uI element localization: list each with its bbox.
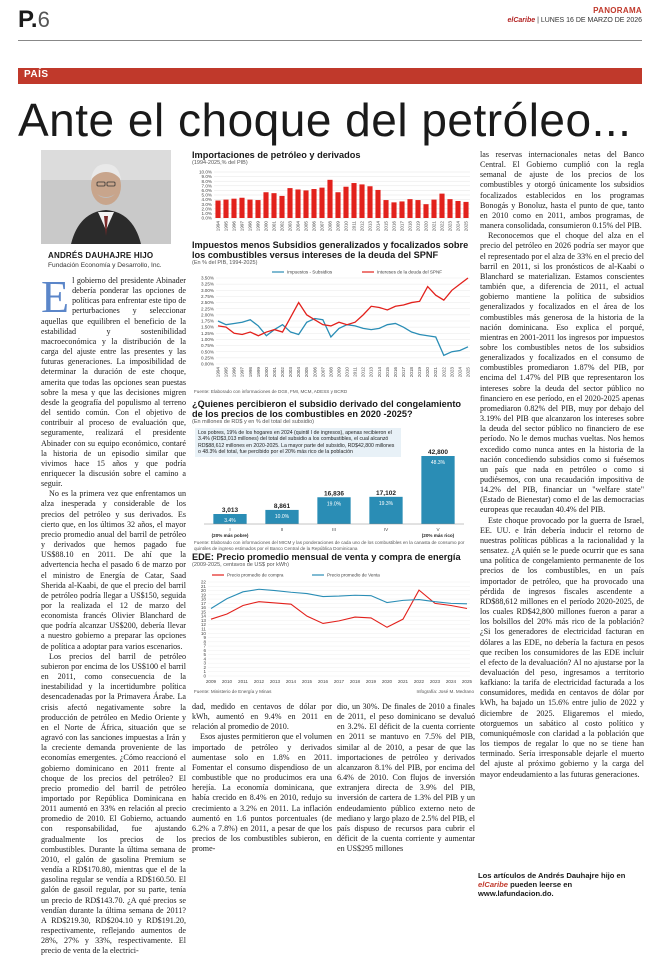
x-tick-label: 2017 (333, 679, 345, 684)
x-tick-label: 2008 (327, 221, 333, 232)
x-tick-label: 1995 (223, 367, 229, 378)
bar (295, 189, 300, 218)
y-tick-label: 1.0% (201, 211, 212, 216)
y-tick-label: 0.75% (200, 343, 214, 349)
bar (407, 199, 412, 218)
author-name: ANDRÉS DAUHAJRE HIJO (48, 251, 154, 260)
x-tick-label: 2013 (269, 679, 281, 684)
y-tick-label: 2.00% (200, 312, 214, 318)
y-tick-label: 2.0% (201, 206, 212, 212)
y-tick-label: 10 (200, 630, 206, 636)
x-tick-label: 2011 (352, 367, 358, 377)
bar (319, 188, 324, 218)
x-tick-label: 2023 (429, 679, 441, 684)
paragraph: Este choque provocado por la guerra de Israel, EE. UU. e Irán debería inducir el retorno de nuestras políticas públicas a la racionalidad y la sensatez. ¿A quién se le puede ocurrir que es sana una política de congelamiento permanente de los precios de los combustibles, en un país importador de petróleo, que ha provocado una pérdida de ingresos fiscales ascendente a RD$88,612 millones en el período 2020-2025, de los cuales RD$42,800 millones fueron a parar a los bolsillos del 20% más rico de la población? ¿Si los generadores de electricidad facturan en dólares a las EDE, no debería la factura en pesos que reciben los consumidores de las EDE incluir el efecto de la devaluación? Al no ajustarse por la devaluación del peso, ingresamos a territorio kafkiano: la tarifa de electricidad facturada a los consumidores, medida en centavos de dólar por kWh, ha bajado un 15.6% entre julio de 2022 y diciembre de 2025. Eligaremos el miedo, otorguemos un sabático al costo político y comuniquémosle con claridad a la población que los tiempos de regalar lo que no se tiene han terminado. Sería irresponsable dejarle el muerto del ajuste al próximo gobierno y la carga del mayor endeudamiento a las futuras generaciones. (480, 515, 644, 779)
chart-subtitle: (1994-2025,% del PIB) (192, 160, 248, 166)
y-tick-label: 1.00% (200, 337, 214, 343)
bar (255, 200, 260, 218)
x-tick-label: II (280, 527, 284, 532)
share-label: 19.0% (326, 501, 342, 508)
y-tick-label: 19 (200, 592, 206, 598)
y-tick-label: 2.50% (200, 300, 214, 306)
y-tick-label: 2.75% (200, 294, 214, 300)
x-tick-label: 2014 (375, 221, 381, 232)
paragraph: Esos ajustes permitieron que el volumen importado de petróleo y derivados aumentase solo en 1.8% en 2011. Fomentar el consumo dispendioso de un combustible que no producimos era una herejía. La economía dominicana, que había crecido en 8.4% en 2010, redujo su crecimiento a 3.2% en 2011. La inflación aumentó en 1.6 puntos porcentuales (de 6.2% a 7.8%) en 2011, a pesar de que los precios de los combustibles subieron, en prome- (192, 732, 332, 854)
paragraph: No es la primera vez que enfrentamos un alza inesperada y considerable de los precios del petróleo y sus derivados. Es cierto que, en los últimos 32 años, el mayor precio promedio anual del barril de petróleo y derivados que hemos pagado fue US$88.10 en 2011. De ahí que la advertencia hecha el pasado 6 de marzo por el ministro de Energía de Catar, Saad Sherida al-Kaabi, de que el precio del barril de petróleo podría llegar a US$150, seguida por la realizada el 12 de marzo del economista francés Olivier Blanchard de que podría alcanzar US$200, debería llevar a nuestro gobierno a preparar las opciones de política a adoptar para varios escenarios. (41, 489, 186, 651)
x-tick-label: 2019 (415, 221, 421, 232)
chart-imports (192, 150, 474, 166)
masthead-info: PANORAMA elCaribe | LUNES 16 DE MARZO DE 2026 (507, 6, 642, 24)
chart-ede (192, 552, 474, 568)
section-label: PAÍS (24, 69, 49, 80)
data-label: 16,836 (324, 490, 344, 498)
bar (439, 194, 444, 218)
bar (327, 180, 332, 218)
data-label: 8,861 (273, 502, 291, 510)
headline: Ante el choque del petróleo... (18, 94, 632, 146)
x-tick-label: 2023 (449, 367, 455, 378)
x-tick-label: 2020 (381, 679, 393, 684)
y-tick-label: 14 (200, 613, 206, 619)
bar (359, 184, 364, 218)
share-label: 3.4% (224, 518, 236, 524)
chart-title: Importaciones de petróleo y derivados (192, 150, 361, 160)
x-tick-label: 2004 (295, 221, 301, 232)
page-number: P.6 (18, 6, 50, 33)
y-tick-label: 7 (203, 643, 206, 649)
bar (239, 198, 244, 218)
chart-subsidy (192, 399, 474, 425)
data-label: 3,013 (221, 507, 239, 514)
x-tick-label: 2017 (399, 221, 405, 232)
x-tick-label: 2020 (425, 367, 431, 378)
bar-chart-subsidy (192, 450, 474, 540)
y-tick-label: 17 (200, 600, 206, 606)
x-tick-label: 2001 (271, 367, 277, 378)
x-tick-label: 2016 (317, 679, 329, 684)
bar (351, 183, 356, 218)
article-column-1 (41, 271, 186, 956)
y-tick-label: 1.50% (200, 324, 214, 330)
x-tick-label: 2018 (349, 679, 361, 684)
x-tick-label: 1998 (247, 367, 253, 378)
y-tick-label: 5.0% (201, 192, 212, 198)
x-tick-label: III (332, 527, 336, 532)
bar-chart-imports (192, 168, 474, 238)
legend-label: Intereses de la deuda del SPNF (377, 269, 443, 275)
y-tick-label: 0.0% (201, 215, 212, 221)
x-tick-label: 2011 (238, 679, 248, 684)
x-tick-label: 2002 (280, 367, 286, 378)
x-tick-label: 2000 (263, 367, 269, 378)
x-tick-label: 2016 (392, 367, 398, 378)
share-label: 19.3% (378, 500, 394, 507)
x-tick-label: V (436, 527, 440, 532)
y-tick-label: 6 (203, 647, 206, 653)
x-tick-label: 2007 (319, 221, 325, 232)
y-tick-label: 13 (200, 617, 206, 623)
y-tick-label: 7.0% (201, 183, 212, 189)
x-tick-label: 2024 (445, 679, 457, 684)
x-tick-label: 2014 (376, 367, 382, 378)
data-label: 42,800 (428, 449, 448, 456)
y-tick-label: 0.00% (200, 361, 214, 367)
category-note: (20% más rico) (421, 533, 455, 538)
x-tick-label: 1999 (255, 367, 261, 378)
x-tick-label: 2024 (455, 221, 461, 232)
y-tick-label: 4.0% (201, 197, 212, 203)
x-tick-label: 2009 (205, 679, 217, 684)
bar (421, 456, 454, 524)
paragraph: l gobierno del presidente Abinader debería ponderar las opciones de políticas para enfrentar este tipo de perturbaciones y seleccionar aquellas que equilibren el beneficio de la estabilidad y sostenibilidad macroeconómica y la distribución de la carga del ajuste entre las presentes y las futuras generaciones. La imposibilidad de determinar la duración de este choque, amerita que todas las opciones sean puestas sobre la mesa y que las decisiones migren desde la geografía del populismo al terreno del sentido común. Con el objetivo de contribuir al proceso de evaluación que, seguramente, realizará el presidente Abinader con su equipo económico, contaré la historia de un episodio similar que vivimos hace 15 años y que podría enriquecer la discusión sobre el camino a seguir. (41, 276, 186, 489)
bar (415, 200, 420, 218)
bar (215, 201, 220, 218)
y-tick-label: 0.25% (200, 355, 214, 361)
x-tick-label: 2006 (312, 367, 318, 378)
bar (311, 189, 316, 218)
x-tick-label: 2019 (417, 367, 423, 378)
x-tick-label: 2010 (343, 221, 349, 232)
x-tick-label: 2000 (263, 221, 269, 232)
chart-credit: Infografía: José M. Medrano (416, 689, 474, 694)
x-tick-label: 2012 (253, 679, 265, 684)
paragraph: dio, un 30%. De finales de 2010 a finales de 2011, el peso dominicano se devaluó en 3.2%. El déficit de la cuenta corriente en 2011 se mantuvo en 7.5% del PIB, similar al de 2010, a pesar de que las importaciones de petróleo y derivados alcanzaron 8.1% del PIB, por encima del 6.4% de 2010. Con flujos de inversión extranjera directa de 3.9% del PIB, inversión de cartera de 1.3% del PIB y un endeudamiento público externo neto de mediano y largo plazo de 2.5% del PIB, el país dispuso de recursos para cubrir el déficit de la cuenta corriente y aumentar en US$295 millones (337, 702, 475, 854)
author-org: Fundación Economía y Desarrollo, Inc. (48, 262, 162, 269)
x-tick-label: 2005 (304, 367, 310, 378)
x-tick-label: 1995 (223, 221, 229, 232)
section-bar (18, 68, 642, 84)
legend-label: Precio promedio de compra (227, 572, 284, 578)
legend-label: Precio promedio de Venta (327, 572, 380, 578)
y-tick-label: 16 (200, 605, 206, 611)
x-tick-label: 2009 (335, 221, 341, 232)
bar (367, 186, 372, 218)
y-tick-label: 22 (200, 579, 206, 585)
y-tick-label: 9.0% (201, 174, 212, 180)
x-tick-label: 2003 (287, 221, 293, 232)
series-line (211, 589, 467, 608)
section-top: PANORAMA (593, 6, 642, 15)
x-tick-label: 2015 (383, 221, 389, 232)
article-column-2 (192, 702, 332, 870)
x-tick-label: 1996 (231, 221, 237, 232)
y-tick-label: 3.00% (200, 287, 214, 293)
x-tick-label: 2025 (465, 367, 471, 378)
x-tick-label: 1998 (247, 221, 253, 232)
bar (399, 201, 404, 218)
chart-taxes (192, 240, 474, 266)
y-tick-label: 1 (203, 669, 206, 675)
bar (303, 190, 308, 218)
x-tick-label: 2011 (351, 221, 357, 231)
chart-source: Fuente: Elaborado con informaciones de DGII, FMI, MCM, ADESS y BCRD (194, 389, 348, 394)
x-tick-label: 2021 (397, 679, 409, 684)
chart-subtitle: (En % del PIB, 1994-2025) (192, 260, 258, 266)
bar (375, 190, 380, 218)
y-tick-label: 4 (203, 656, 206, 662)
chart-title: Impuestos menos Subsidios generalizados y focalizados sobre los combustibles versus intereses de la deuda del SPNF (192, 240, 469, 260)
newspaper-name: elCaribe (507, 17, 536, 24)
drop-cap: E (41, 271, 70, 322)
chart-title: EDE: Precio promedio mensual de venta y compra de energía (192, 552, 461, 562)
x-tick-label: 1994 (215, 221, 221, 232)
y-tick-label: 10.0% (198, 169, 212, 175)
x-tick-label: IV (383, 527, 389, 532)
bar (271, 193, 276, 218)
x-tick-label: 2013 (367, 221, 373, 232)
chart-subtitle: (En millones de RD$ y en % del total del subsidio) (192, 419, 314, 425)
chart-source: Fuente: Ministerio de Energía y Minas (194, 689, 272, 694)
x-tick-label: 2012 (359, 221, 365, 232)
bar (447, 199, 452, 218)
article-column-4 (480, 150, 644, 864)
y-tick-label: 3.0% (201, 201, 212, 207)
x-tick-label: 2015 (384, 367, 390, 378)
x-tick-label: I (229, 527, 231, 532)
y-tick-label: 8 (203, 639, 206, 645)
x-tick-label: 2013 (368, 367, 374, 378)
x-tick-label: 2021 (431, 221, 437, 232)
y-tick-label: 6.0% (201, 188, 212, 193)
x-tick-label: 2009 (336, 367, 342, 378)
paragraph: Reconocemos que el choque del alza en el precio del petróleo en 2026 podría ser mayor que el representado por el alza de 33% en el precio del barril en 2011, si los pronósticos de al-Kaabi o Blanchard se materializan. Estamos conscientes también que, a diferencia de 2011, el actual gobierno mantiene la política de subsidios generalizados y focalizados en el área de los combustibles más generosa de la historia de la nación dominicana. Eso explica el porqué, mientras en 2001-2011 los ingresos por impuestos sobre los combustibles netos de los subsidios generalizados y focalizados en el consumo de combustibles promediaron 1.87% del PIB, por encima del 1.47% del PIB que representaron los intereses sobre la deuda del sector público no financiero en ese período, en el 2020-2025 apenas promediaron 0.82% del PIB, muy por debajo del 3.19% del PIB que alcanzaron los intereses sobre la deuda del sector público no financiero de ese período. No le demos muchas vueltas. Nos hemos excedido como nunca antes en la historia de la nación concediendo subsidios como si fuésemos un país que nada en petróleo o como si pudiésemos, con una recaudación impositiva de 14.2% del PIB, financiar un "welfare state" (Estado de Bienestar) como el de las democracias europeas que recaudan 40.4% del PIB. (480, 231, 644, 515)
y-tick-label: 0.50% (200, 349, 214, 355)
x-tick-label: 2022 (413, 679, 425, 684)
bar (231, 199, 236, 218)
line-chart-ede (192, 570, 474, 690)
x-tick-label: 2020 (423, 221, 429, 232)
paragraph: Los precios del barril de petróleo subieron por encima de los US$100 el barril en 2011, como consecuencia de la inestabilidad y la incertidumbre política desencadenadas por la Primavera Árabe. La crisis afectó negativamente sobre la producción de petróleo en Medio Oriente y en el Norte de África, situación que se agravó con las sanciones impuestas a Irán y la creciente demanda proveniente de las economías emergentes. ¿Cómo reaccionó el gobierno dominicano en 2011 frente al choque de los precios del petróleo? El precio promedio del barril de petróleo importado por República Dominicana en 2011 aumentó en 33% en relación al precio promedio de 2010. El Gobierno, actuando con responsabilidad, fue ajustando gradualmente los precios de los combustibles. Durante la última semana de 2010, el galón de gasolina Premium se vendía a RD$170.80, mientras que el de la gasolina regular se vendía a RD$160.50. El galón de gasoil regular, por su parte, tenía un precio de RD$143.70. ¿A qué precios se vendían durante la última semana de 2011? A RD$219.30, RD$204.10 y RD$191.20, respectivamente, reflejando aumentos de 28%, 27% y 33%, respectivamente. El precio de venta de la electrici- (41, 651, 186, 956)
y-tick-label: 2 (203, 664, 206, 670)
newspaper-name: elCaribe (478, 880, 508, 889)
y-tick-label: 0 (203, 673, 206, 679)
x-tick-label: 2007 (320, 367, 326, 378)
x-tick-label: 2022 (439, 221, 445, 232)
issue-date: LUNES 16 DE MARZO DE 2026 (540, 17, 642, 24)
y-tick-label: 11 (201, 626, 206, 632)
x-tick-label: 2008 (328, 367, 334, 378)
legend-label: Impuestos - Subsidios (287, 269, 333, 275)
paragraph: dad, medido en centavos de dólar por kWh, aumentó en 9.4% en 2011 en relación al promedio de 2010. (192, 702, 332, 732)
x-tick-label: 2012 (360, 367, 366, 378)
y-tick-label: 18 (200, 596, 206, 602)
x-tick-label: 2025 (463, 221, 469, 232)
x-tick-label: 2002 (279, 221, 285, 232)
x-tick-label: 2003 (288, 367, 294, 378)
x-tick-label: 2001 (271, 221, 277, 232)
chart-source: Fuente: Elaborado con informaciones del MICM y las ponderaciones de cada uno de los combustibles en la canasta de consumo por quintiles de ingreso estimados por el Banco Central de la República Dominicana (194, 540, 465, 551)
bar (263, 192, 268, 218)
x-tick-label: 1999 (255, 221, 261, 232)
x-tick-label: 2015 (301, 679, 313, 684)
share-label: 10.0% (274, 513, 290, 520)
y-tick-label: 1.75% (200, 318, 214, 324)
data-label: 17,102 (376, 489, 396, 497)
x-tick-label: 2016 (391, 221, 397, 232)
bar (423, 204, 428, 218)
x-tick-label: 2018 (409, 367, 415, 378)
bar (431, 200, 436, 218)
category-note: (20% más pobre) (211, 533, 249, 538)
y-tick-label: 9 (203, 635, 206, 641)
y-tick-label: 15 (200, 609, 206, 615)
x-tick-label: 2006 (311, 221, 317, 232)
bar (279, 196, 284, 218)
y-tick-label: 5 (203, 652, 206, 658)
portrait-image (41, 150, 171, 244)
divider (18, 40, 642, 41)
x-tick-label: 2023 (447, 221, 453, 232)
x-tick-label: 2024 (457, 367, 463, 378)
x-tick-label: 2017 (400, 367, 406, 378)
bar (335, 192, 340, 218)
y-tick-label: 2.25% (200, 306, 214, 312)
chart-subtitle: (2009-2025, centavos de US$ por kWh) (192, 562, 289, 568)
x-tick-label: 1997 (239, 367, 245, 378)
x-tick-label: 1994 (215, 367, 221, 378)
x-tick-label: 2010 (221, 679, 233, 684)
x-tick-label: 2010 (344, 367, 350, 378)
x-tick-label: 1997 (239, 221, 245, 232)
bar (463, 202, 468, 218)
x-tick-label: 2005 (303, 221, 309, 232)
x-tick-label: 2022 (441, 367, 447, 378)
bar (343, 187, 348, 218)
author-photo (41, 150, 171, 244)
chart-note: Los pobres, 19% de los hogares en 2024 (quintil I de ingresos), apenas recibieron el 3.4% (RD$3,013 millones) del total del subsidio a los combustibles, el cual alcanzó RD$88,612 millones en 2020-2025. La mayor parte del subsidio, RD$42,800 millones o 48.3% del total, fue percibido por el 20% más rico de la población (195, 428, 401, 457)
y-tick-label: 3.50% (200, 275, 214, 281)
share-label: 48.3% (430, 460, 446, 466)
y-tick-label: 12 (200, 622, 206, 628)
line-chart-taxes (192, 268, 474, 394)
bar (247, 200, 252, 218)
author-footnote: Los artículos de Andrés Dauhajre hijo en elCaribe pueden leerse en www.lafundacion.do. (478, 871, 626, 898)
y-tick-label: 20 (200, 588, 206, 594)
x-tick-label: 2018 (407, 221, 413, 232)
x-tick-label: 2025 (461, 679, 473, 684)
chart-title: ¿Quienes percibieron el subsidio derivado del congelamiento de los precios de los combustibles en 2020 -2025? (192, 399, 462, 419)
x-tick-label: 2004 (296, 367, 302, 378)
paragraph: las reservas internacionales netas del Banco Central. El Gobierno cumplió con la regla semanal de ajuste de los precios de los combustibles y otorgó únicamente los subsidios focalizados establecidos en los programas Bonogás y Bonoluz, hasta el punto de que, tanto en 2010 como en 2011, ambos programas, de manera consolidada, consumieron 0.15% del PIB. (480, 150, 644, 231)
bar (383, 200, 388, 218)
x-tick-label: 2021 (433, 367, 439, 378)
y-tick-label: 3 (203, 660, 206, 666)
x-tick-label: 2019 (365, 679, 377, 684)
article-column-3 (337, 702, 475, 870)
y-tick-label: 8.0% (201, 178, 212, 184)
bar (287, 188, 292, 218)
bar (455, 201, 460, 218)
y-tick-label: 1.25% (200, 330, 214, 336)
y-tick-label: 21 (200, 583, 206, 589)
bar (223, 200, 228, 218)
x-tick-label: 1996 (231, 367, 237, 378)
x-tick-label: 2014 (285, 679, 297, 684)
y-tick-label: 3.25% (200, 281, 214, 287)
bar (391, 202, 396, 218)
